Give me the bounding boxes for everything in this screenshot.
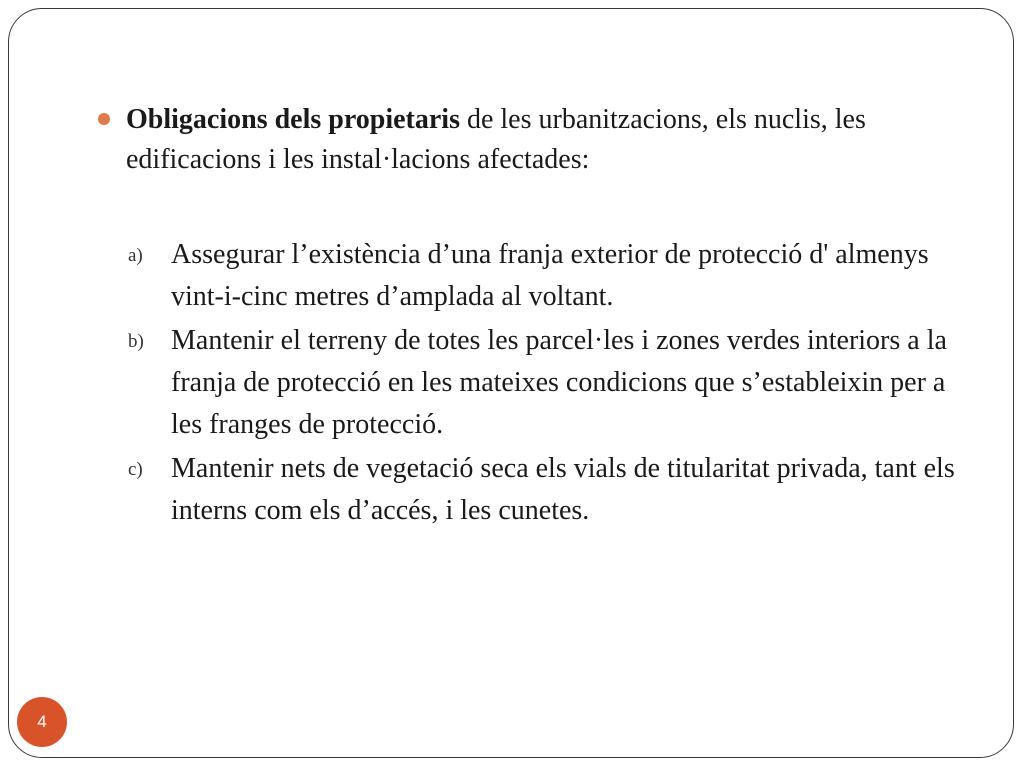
main-bullet-rest-text: de les urbanitzacions, els nuclis, les edificacions i les instal·lacions afectades: bbox=[126, 104, 866, 175]
list-item-c-text: Mantenir nets de vegetació seca els vials de titularitat privada, tant els interns com els d’accés, i les cunetes. bbox=[171, 453, 955, 526]
page-number-badge: 4 bbox=[17, 697, 67, 747]
list-marker-c: c) bbox=[128, 459, 143, 480]
list-marker-b: b) bbox=[128, 331, 144, 352]
list-item-b-text: Mantenir el terreny de totes les parcel·les i zones verdes interiors a la franja de protecció en les mateixes condicions que s’estableixin per a les franges de protecció. bbox=[171, 325, 947, 440]
list-item-a bbox=[128, 234, 958, 318]
main-bullet-bold-text: Obligacions dels propietaris bbox=[126, 104, 460, 135]
list-item-c bbox=[128, 448, 958, 532]
list-item-b bbox=[128, 320, 958, 446]
list-marker-a: a) bbox=[128, 245, 143, 266]
list-item-a-text: Assegurar l’existència d’una franja exterior de protecció d' almenys vint-i-cinc metres d’amplada al voltant. bbox=[171, 239, 929, 312]
main-bullet-text bbox=[126, 100, 966, 180]
bullet-dot-icon bbox=[98, 113, 110, 125]
obligations-list bbox=[128, 234, 958, 534]
